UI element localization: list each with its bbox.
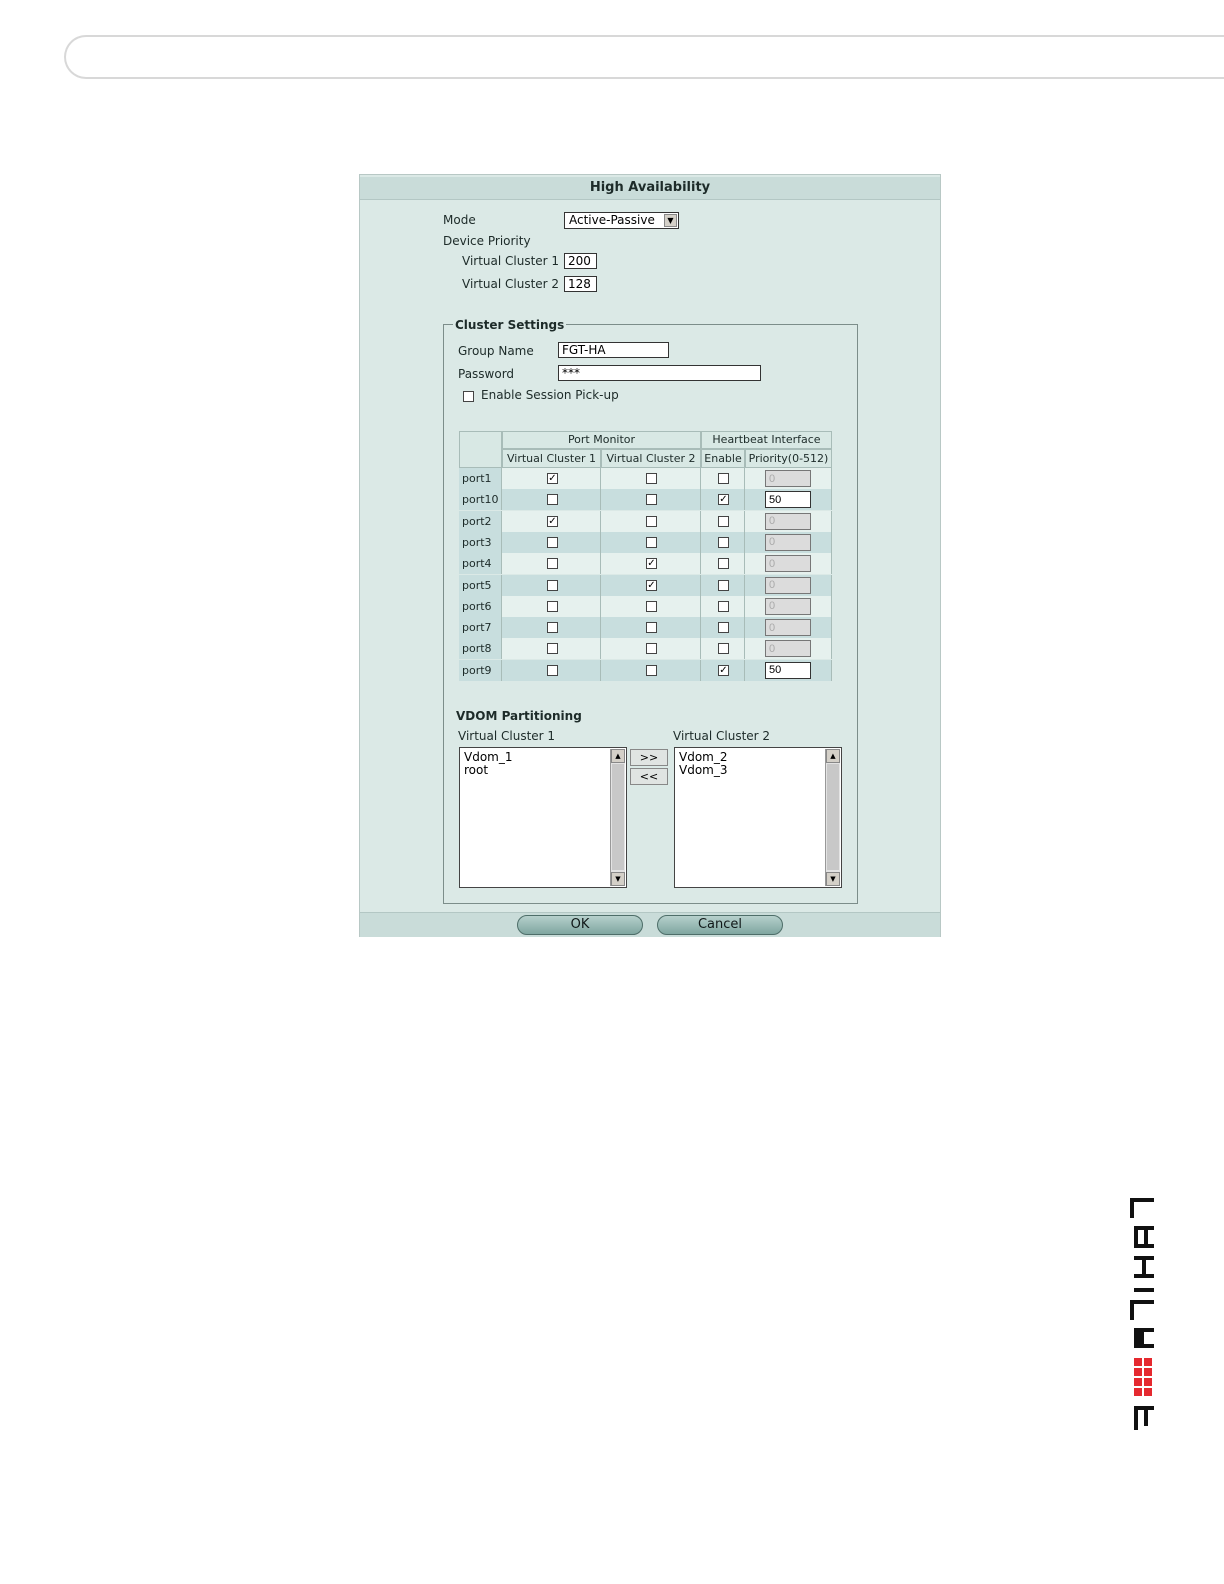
- list-item[interactable]: Vdom_3: [679, 763, 728, 777]
- heartbeat-enable-checkbox[interactable]: [718, 601, 729, 612]
- heartbeat-priority-input: [765, 555, 811, 572]
- scroll-down-icon[interactable]: ▼: [826, 872, 840, 886]
- vc1-monitor-checkbox[interactable]: [547, 665, 558, 676]
- table-row: [459, 596, 834, 617]
- vc1-monitor-checkbox[interactable]: ✓: [548, 515, 557, 527]
- vc2-monitor-checkbox[interactable]: ✓: [647, 579, 656, 591]
- list-item[interactable]: Vdom_1: [464, 750, 513, 764]
- dialog-title: High Availability: [360, 177, 940, 200]
- move-left-button[interactable]: <<: [630, 768, 668, 785]
- scroll-down-icon[interactable]: ▼: [611, 872, 625, 886]
- chevron-down-icon[interactable]: ▼: [664, 214, 677, 227]
- mode-label: Mode: [443, 213, 476, 227]
- table-row: [459, 489, 834, 510]
- vc1-scrollbar[interactable]: [610, 749, 625, 886]
- port-monitor-header: Port Monitor: [502, 431, 701, 449]
- vc2-monitor-checkbox[interactable]: [646, 643, 657, 654]
- port-name: port8: [462, 642, 492, 656]
- vc2-monitor-checkbox[interactable]: [646, 516, 657, 527]
- cluster-settings-legend: Cluster Settings: [455, 318, 565, 332]
- scroll-up-icon[interactable]: ▲: [826, 749, 840, 763]
- vc2-monitor-checkbox[interactable]: [646, 622, 657, 633]
- group-name-label: Group Name: [458, 344, 534, 358]
- heartbeat-priority-input: [765, 619, 811, 636]
- mode-select[interactable]: [564, 212, 679, 229]
- heartbeat-priority-input: [765, 513, 811, 530]
- heartbeat-enable-checkbox[interactable]: ✓: [719, 664, 728, 676]
- vc2-monitor-checkbox[interactable]: [646, 537, 657, 548]
- vc1-priority-label: Virtual Cluster 1: [462, 254, 560, 268]
- port-name: port1: [462, 472, 492, 485]
- heartbeat-priority-input: [765, 640, 811, 657]
- scroll-thumb[interactable]: [612, 764, 624, 870]
- page-header-rail: [64, 35, 1224, 79]
- col-header-priority: Priority(0-512): [745, 449, 832, 468]
- vdom-vc1-label: Virtual Cluster 1: [458, 729, 556, 743]
- port-name: port9: [462, 663, 492, 677]
- vc2-priority-label: Virtual Cluster 2: [462, 277, 560, 291]
- vc1-monitor-checkbox[interactable]: [547, 643, 558, 654]
- vc1-monitor-checkbox[interactable]: [547, 601, 558, 612]
- port-name: port2: [462, 514, 492, 528]
- port-monitor-table: [459, 431, 834, 684]
- col-header-enable: Enable: [701, 449, 745, 468]
- vc1-monitor-checkbox[interactable]: [547, 494, 558, 505]
- vc2-monitor-checkbox[interactable]: [646, 494, 657, 505]
- vc1-priority-input[interactable]: [564, 253, 597, 269]
- vc1-monitor-checkbox[interactable]: [547, 537, 558, 548]
- scroll-up-icon[interactable]: ▲: [611, 749, 625, 763]
- vc1-monitor-checkbox[interactable]: [547, 558, 558, 569]
- group-name-input[interactable]: [558, 342, 669, 358]
- table-row: [459, 553, 834, 574]
- table-row: [459, 660, 834, 681]
- port-name: port6: [462, 599, 492, 613]
- mode-select-value: Active-Passive: [569, 213, 655, 227]
- vc2-monitor-checkbox[interactable]: [646, 665, 657, 676]
- heartbeat-enable-checkbox[interactable]: [718, 537, 729, 548]
- heartbeat-enable-checkbox[interactable]: [718, 473, 729, 484]
- heartbeat-enable-checkbox[interactable]: [718, 643, 729, 654]
- table-row: [459, 575, 834, 596]
- password-label: Password: [458, 367, 515, 381]
- scroll-thumb[interactable]: [827, 764, 839, 870]
- vc1-vdom-listbox[interactable]: [459, 747, 627, 888]
- table-row: [459, 511, 834, 532]
- heartbeat-priority-input: [765, 470, 811, 487]
- list-item[interactable]: root: [464, 763, 489, 777]
- port-name: port5: [462, 578, 492, 592]
- heartbeat-enable-checkbox[interactable]: [718, 622, 729, 633]
- port-name: port7: [462, 621, 492, 635]
- heartbeat-enable-checkbox[interactable]: ✓: [719, 494, 728, 506]
- port-name: port10: [462, 493, 499, 507]
- heartbeat-priority-input: [765, 598, 811, 615]
- cancel-button[interactable]: Cancel: [657, 915, 783, 935]
- heartbeat-priority-input: [765, 577, 811, 594]
- session-pickup-checkbox[interactable]: [463, 391, 474, 402]
- move-right-button[interactable]: >>: [630, 749, 668, 766]
- heartbeat-priority-input: [765, 534, 811, 551]
- vdom-vc2-label: Virtual Cluster 2: [673, 729, 771, 743]
- col-header-vc2: Virtual Cluster 2: [601, 449, 701, 468]
- heartbeat-header: Heartbeat Interface: [701, 431, 832, 449]
- ok-button[interactable]: OK: [517, 915, 643, 935]
- table-row: [459, 617, 834, 638]
- heartbeat-enable-checkbox[interactable]: [718, 580, 729, 591]
- vc1-monitor-checkbox[interactable]: ✓: [548, 473, 557, 484]
- col-header-vc1: Virtual Cluster 1: [502, 449, 601, 468]
- table-row: [459, 638, 834, 659]
- vc2-monitor-checkbox[interactable]: [646, 473, 657, 484]
- vc2-monitor-checkbox[interactable]: ✓: [647, 558, 656, 570]
- fortinet-logo: [1130, 1196, 1158, 1432]
- vc2-priority-input[interactable]: [564, 276, 597, 292]
- vdom-partitioning-heading: VDOM Partitioning: [456, 709, 582, 723]
- password-input[interactable]: [558, 365, 761, 381]
- vc1-monitor-checkbox[interactable]: [547, 580, 558, 591]
- port-name: port3: [462, 535, 492, 549]
- device-priority-label: Device Priority: [443, 234, 531, 248]
- vc2-vdom-listbox[interactable]: [674, 747, 842, 888]
- dialog-footer: [360, 912, 940, 937]
- high-availability-dialog: [359, 174, 941, 937]
- table-row: [459, 532, 834, 553]
- table-corner: [459, 431, 502, 468]
- vc2-scrollbar[interactable]: [825, 749, 840, 886]
- list-item[interactable]: Vdom_2: [679, 750, 728, 764]
- heartbeat-priority-input[interactable]: [765, 662, 811, 679]
- port-name: port4: [462, 557, 492, 571]
- table-row: [459, 468, 834, 489]
- heartbeat-enable-checkbox[interactable]: [718, 516, 729, 527]
- heartbeat-priority-input[interactable]: [765, 491, 811, 508]
- vc2-monitor-checkbox[interactable]: [646, 601, 657, 612]
- session-pickup-label: Enable Session Pick-up: [481, 388, 619, 402]
- heartbeat-enable-checkbox[interactable]: [718, 558, 729, 569]
- fortinet-logo-mark: [1134, 1358, 1152, 1396]
- vc1-monitor-checkbox[interactable]: [547, 622, 558, 633]
